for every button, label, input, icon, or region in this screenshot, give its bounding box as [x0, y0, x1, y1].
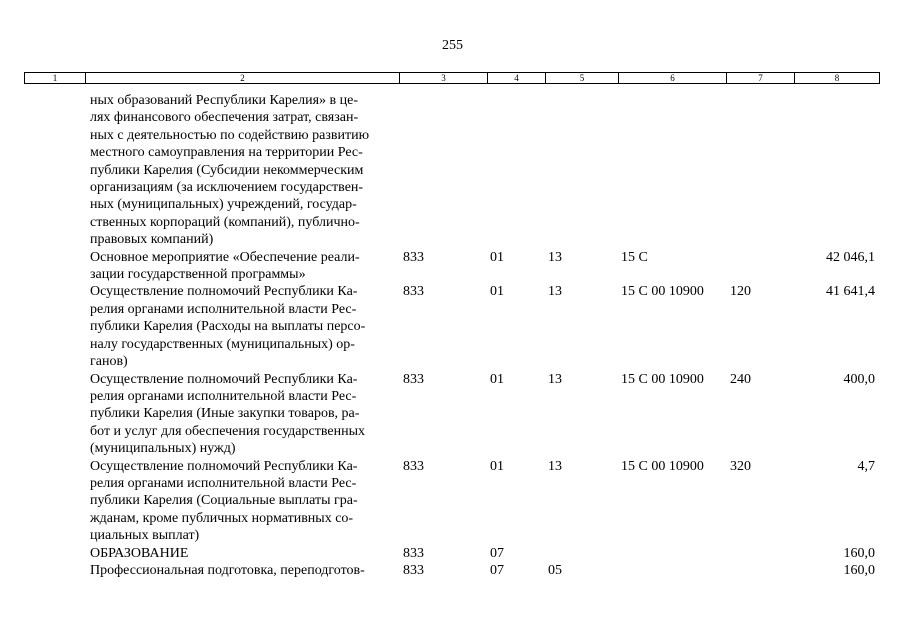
section-code: 07: [490, 545, 504, 561]
row-description: [90, 562, 390, 579]
ministry-code: 833: [403, 249, 424, 265]
description-line: Профессиональная подготовка, переподготов-: [90, 562, 365, 578]
ministry-code: 833: [403, 545, 424, 561]
subsection-code: 05: [548, 562, 562, 578]
table-row: [0, 545, 905, 562]
expense-type-code: 320: [730, 458, 751, 474]
column-header: 4: [488, 73, 546, 83]
description-line: (муниципальных) нужд): [90, 441, 236, 457]
description-line: публики Карелия (Социальные выплаты гра-: [90, 493, 358, 509]
description-line: релия органами исполнительной власти Рес-: [90, 388, 357, 404]
description-line: публики Карелия (Расходы на выплаты персо-: [90, 319, 366, 335]
description-line: Осуществление полномочий Республики Ка-: [90, 371, 358, 387]
column-header: 5: [546, 73, 619, 83]
column-header: 7: [727, 73, 795, 83]
page-number: 255: [442, 38, 463, 53]
description-line: Основное мероприятие «Обеспечение реали-: [90, 249, 360, 265]
subsection-code: 13: [548, 371, 562, 387]
row-description: [90, 371, 390, 458]
budget-table-body: [0, 92, 905, 579]
column-header: 8: [834, 73, 840, 83]
expense-type-code: 240: [730, 371, 751, 387]
description-line: релия органами исполнительной власти Рес-: [90, 301, 357, 317]
target-article-code: 15 С 00 10900: [621, 284, 704, 300]
description-line: Осуществление полномочий Республики Ка-: [90, 458, 358, 474]
description-line: местного самоуправления на территории Рес-: [90, 145, 363, 161]
row-description: [90, 283, 390, 370]
description-line: ОБРАЗОВАНИЕ: [90, 545, 189, 561]
section-code: 01: [490, 458, 504, 474]
table-row: [0, 283, 905, 370]
description-line: ганов): [90, 354, 128, 370]
subsection-code: 13: [548, 249, 562, 265]
description-line: Осуществление полномочий Республики Ка-: [90, 284, 358, 300]
target-article-code: 15 С: [621, 249, 648, 265]
table-row: [0, 371, 905, 458]
column-header: 3: [400, 73, 488, 83]
table-row: [0, 458, 905, 545]
subsection-code: 13: [548, 284, 562, 300]
description-line: жданам, кроме публичных нормативных со-: [90, 510, 354, 526]
amount: 41 641,4: [826, 284, 875, 300]
table-header-row: [24, 72, 880, 84]
column-header: 6: [619, 73, 727, 83]
row-description: [90, 545, 390, 562]
description-line: лях финансового обеспечения затрат, связан-: [90, 110, 359, 126]
description-line: ных образований Республики Карелия» в це-: [90, 93, 359, 108]
ministry-code: 833: [403, 284, 424, 300]
subsection-code: 13: [548, 458, 562, 474]
row-description: [90, 458, 390, 545]
description-line: ных (муниципальных) учреждений, государ-: [90, 197, 357, 213]
table-row: [0, 249, 905, 284]
description-line: публики Карелия (Иные закупки товаров, ра-: [90, 406, 360, 422]
amount: 4,7: [857, 458, 875, 474]
target-article-code: 15 С 00 10900: [621, 458, 704, 474]
section-code: 01: [490, 371, 504, 387]
table-row: [0, 92, 905, 249]
description-line: бот и услуг для обеспечения государственных: [90, 423, 365, 439]
description-line: ных с деятельностью по содействию развитию: [90, 127, 370, 143]
amount: 160,0: [843, 562, 875, 578]
row-description: [90, 249, 390, 284]
table-row: [0, 562, 905, 579]
description-line: зации государственной программы»: [90, 267, 306, 283]
section-code: 01: [490, 284, 504, 300]
description-line: циальных выплат): [90, 528, 200, 544]
row-description: [90, 92, 390, 249]
description-line: релия органами исполнительной власти Рес-: [90, 475, 357, 491]
expense-type-code: 120: [730, 284, 751, 300]
description-line: правовых компаний): [90, 232, 214, 248]
description-line: организациям (за исключением государствен-: [90, 180, 364, 196]
column-header: 2: [86, 73, 400, 83]
amount: 42 046,1: [826, 249, 875, 265]
ministry-code: 833: [403, 371, 424, 387]
target-article-code: 15 С 00 10900: [621, 371, 704, 387]
amount: 160,0: [843, 545, 875, 561]
section-code: 01: [490, 249, 504, 265]
description-line: ственных корпораций (компаний), публично-: [90, 214, 360, 230]
ministry-code: 833: [403, 562, 424, 578]
amount: 400,0: [843, 371, 875, 387]
column-header: 1: [25, 73, 86, 83]
section-code: 07: [490, 562, 504, 578]
ministry-code: 833: [403, 458, 424, 474]
description-line: публики Карелия (Субсидии некоммерческим: [90, 162, 364, 178]
description-line: налу государственных (муниципальных) ор-: [90, 336, 355, 352]
